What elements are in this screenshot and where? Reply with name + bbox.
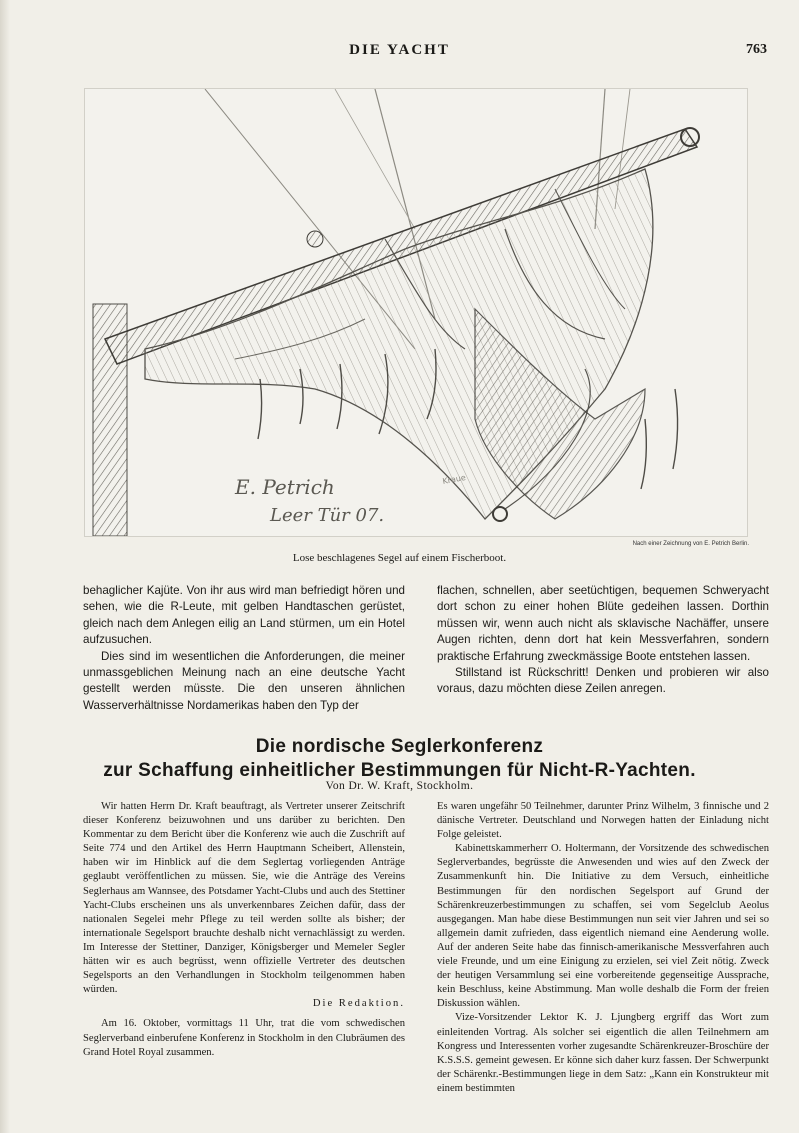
page-edge-shadow: [0, 0, 10, 1133]
sail-illustration: [84, 88, 748, 537]
top-left-column: [83, 583, 405, 714]
article-byline: Von Dr. W. Kraft, Stockholm.: [325, 780, 474, 792]
article-left-column: [83, 800, 405, 1060]
paragraph: Vize-Vorsitzender Lektor K. J. Ljungberg ergriff das Wort zum einleitenden Vortrag. Als solcher sei eigentlich die allen Teilnehmern am Kongress und Interessenten vorher zugesandte Schärenkreuzer-Broschüre der K.S.S.S. gemeint gewesen. Er könne sich daher kurz fassen. Der Schwerpunkt der Schärenkr.-Bestimmungen liege in dem Satz: „Kann ein Konstrukteur mit einem bestimmten: [437, 1012, 769, 1094]
paragraph: behaglicher Kajüte. Von ihr aus wird man befriedigt hören und sehen, wie die R-Leute, mit gelben Handtaschen gerüstet, gleich nach dem Anlegen eilig an Land stürmen, um ein Hotel aufzusuchen.: [83, 584, 405, 647]
top-right-column: [437, 583, 769, 698]
paragraph: Es waren ungefähr 50 Teilnehmer, darunter Prinz Wilhelm, 3 finnische und 2 dänische Vertreter. Deutschland und Norwegen hatten der Einladung nicht Folge geleistet.: [437, 801, 769, 841]
editor-signature: Die Redaktion.: [312, 998, 405, 1010]
artist-signature-line2: Leer Tür 07.: [270, 505, 385, 526]
article-right-column: [437, 800, 769, 1096]
figure-caption: Lose beschlagenes Segel auf einem Fischerboot.: [292, 552, 507, 564]
paragraph: Am 16. Oktober, vormittags 11 Uhr, trat die vom schwedischen Seglerverband einberufene Konferenz in Stockholm in den Clubräumen des Grand Hotel Royal zusammen.: [83, 1018, 405, 1058]
paragraph: Kabinettskammerherr O. Holtermann, der Vorsitzende des schwedischen Seglerverbandes, begrüsste die Anwesenden und wies auf den Zweck der Zusammenkunft hin. Die Initiative zu dem Versuch, einheitliche Bestimmungen für den nordischen Segelsport auf Grund der Schärenkreuzerbestimmungen zu schaffen, sei vom Segelclub Aeolus ausgegangen. Man habe diese Bestimmungen nun seit vier Jahren und sei so allgemein damit zufrieden, dass eigentlich niemand eine Aenderung wolle. Auf der anderen Seite habe das finnisch-amerikanische Messverfahren auch viele Freunde, und um eine Einigung zu erzielen, sei viel Zeit nötig. Zweck der heutigen Versammlung sei eine vorbereitende gegenseitige Aussprache, kein Beschluss, keine Abstimmung. Man wolle deshalb die Form der freien Diskussion wählen.: [437, 843, 769, 1010]
article-title-line2: zur Schaffung einheitlicher Bestimmungen für Nicht-R-Yachten.: [103, 760, 696, 781]
paragraph: flachen, schnellen, aber seetüchtigen, bequemen Schweryacht dort schon zu einer hohen Blüte gedeihen lassen. Dorthin müssen wir, wenn auch nicht als sklavische Nachäffer, unsere Augen richten, denn dort hat kein Messverfahren, sondern praktische Erfahrung zweckmässige Boote entstehen lassen.: [437, 584, 769, 663]
page-number: 763: [746, 42, 767, 57]
pencil-note: Kraue: [441, 473, 467, 486]
article-title-line1: Die nordische Seglerkonferenz: [255, 736, 544, 757]
paragraph: Stillstand ist Rückschritt! Denken und probieren wir also voraus, dazu möchten diese Zeilen anregen.: [437, 666, 769, 696]
figure-credit: Nach einer Zeichnung von E. Petrich Berlin.: [632, 541, 749, 547]
paragraph: Dies sind im wesentlichen die Anforderungen, die meiner unmassgeblichen Meinung nach an eine deutsche Yacht gestellt werden müsste. Die den unseren ähnlichen Wasserverhältnisse Nordamerikas haben den Typ der: [83, 649, 405, 712]
running-title: DIE YACHT: [349, 42, 450, 58]
editor-note: Wir hatten Herrn Dr. Kraft beauftragt, als Vertreter unserer Zeitschrift dieser Konferenz beizuwohnen und uns darüber zu berichten. Den Kommentar zu dem Bericht über die Konferenz wie auch die Zuschrift auf Seite 774 und den Artikel des Herrn Hauptmann Scheibert, Allenstein, haben wir im Hinblick auf die dem Seglertag vorliegenden Anträge geglaubt veröffentlichen zu müssen. Sie, wie die Anträge des Vereins Seglerhaus am Wannsee, des Potsdamer Yacht-Clubs und auch des Stettiner Yacht-Clubs erscheinen uns als unverkennbares Zeichen dafür, dass der nationalen Segelei mehr Pflege zu teil werden sollte als bisher; der internationale Segelsport brauchte deshalb nicht vernachlässigt zu werden. Im Interesse der Stettiner, Danziger, Königsberger und Memeler Segler hätten wir es auch begrüsst, wenn offizielle Vertreter des deutschen Segelsports an den Verhandlungen in Stockholm teilgenommen haben würden.: [83, 801, 405, 996]
artist-signature-line1: E. Petrich: [235, 475, 335, 499]
